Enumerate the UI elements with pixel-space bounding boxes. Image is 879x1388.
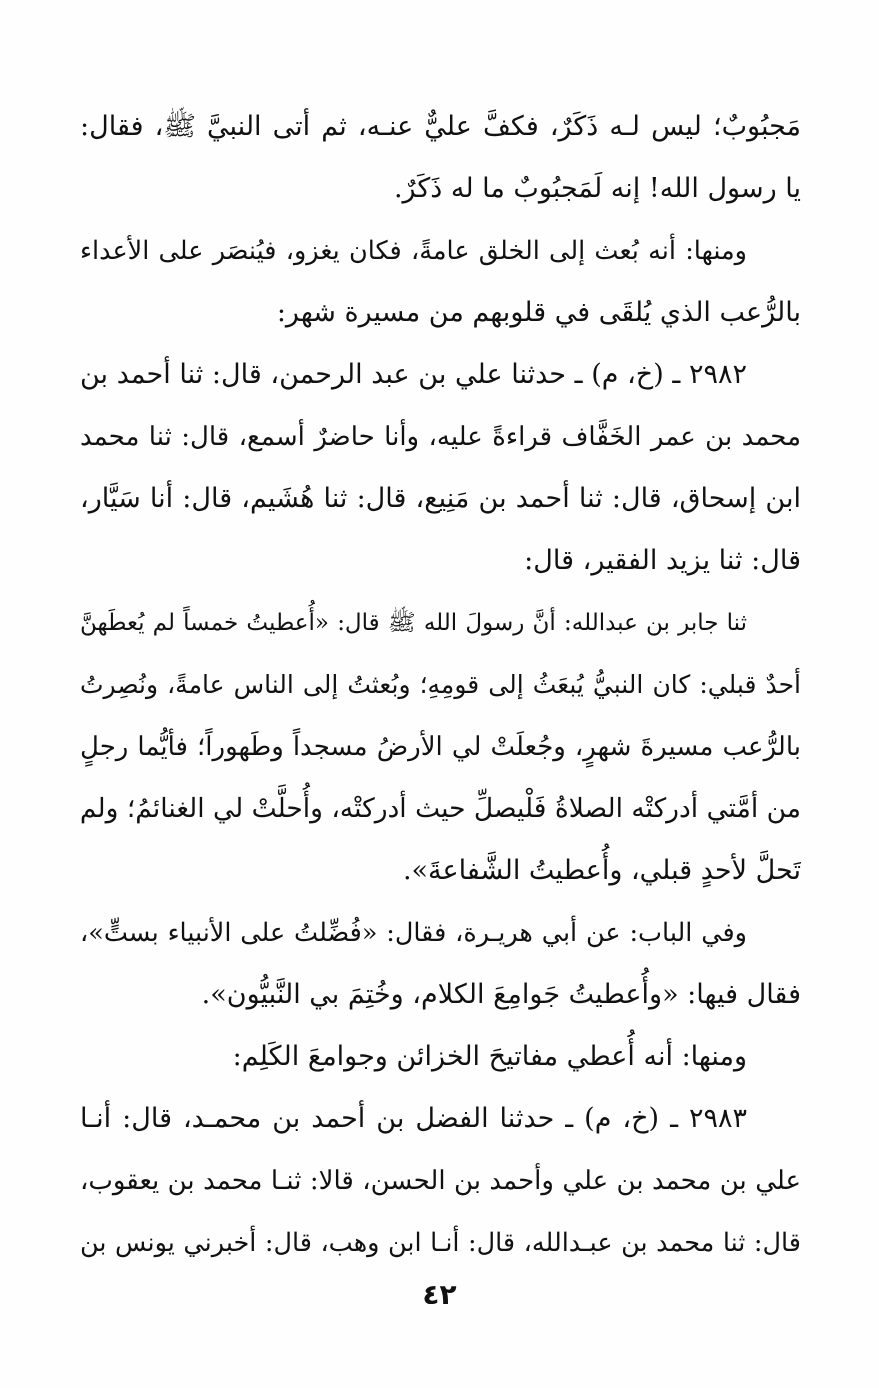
text-line-15: فقال فيها: «وأُعطيتُ جَوامِعَ الكلام، وخُتِمَ بي النَّبيُّون». — [201, 979, 801, 1010]
text-line-8: قال: ثنا يزيد الفقير، قال: — [524, 545, 801, 576]
text-line-6: محمد بن عمر الخَفَّاف قراءةً عليه، وأنا حاضرٌ أسمع، قال: ثنا محمد — [80, 422, 801, 452]
text-line-16: ومنها: أنه أُعطي مفاتيحَ الخزائن وجوامعَ الكَلِم: — [232, 1041, 747, 1072]
text-line-1: مَجبُوبٌ؛ ليس لـه ذَكَرٌ، فكفَّ عليٌّ عنـه، ثم أتى النبيَّ ﷺ، فقال: — [80, 111, 801, 142]
text-line-18: علي بن محمد بن علي وأحمد بن الحسن، قالا: ثنـا محمد بن يعقوب، — [80, 1166, 801, 1196]
text-line-13: تَحلَّ لأحدٍ قبلي، وأُعطيتُ الشَّفاعةَ». — [402, 855, 801, 886]
text-line-3: ومنها: أنه بُعث إلى الخلق عامةً، فكان يغزو، فيُنصَر على الأعداء — [80, 236, 747, 266]
text-line-2: يا رسول الله! إنه لَمَجبُوبٌ ما له ذَكَرٌ. — [393, 173, 801, 204]
text-line-12: من أمَّتي أدركتْه الصلاةُ فَلْيصلِّ حيث أدركتْه، وأُحلَّتْ لي الغنائمُ؛ ولم — [80, 793, 801, 824]
hadith-2983-heading-line: ٢٩٨٣ ـ (خ، م) ـ حدثنا الفضل بن أحمد بن محمـد، قال: أنـا — [80, 1103, 747, 1134]
hadith-2982-heading-line: ٢٩٨٢ ـ (خ، م) ـ حدثنا علي بن عبد الرحمن، قال: ثنا أحمد بن — [80, 359, 747, 390]
text-line-4: بالرُّعب الذي يُلقَى في قلوبهم من مسيرة شهر: — [276, 297, 801, 328]
page-body-text — [80, 96, 801, 1274]
text-line-19: قال: ثنا محمد بن عبـدالله، قال: أنـا ابن وهب، قال: أخبرني يونس بن — [80, 1228, 801, 1258]
text-line-7: ابن إسحاق، قال: ثنا أحمد بن مَنِيع، قال: ثنا هُشَيم، قال: أنا سَيَّار، — [80, 483, 801, 514]
text-line-9: ثنا جابر بن عبدالله: أنَّ رسولَ الله ﷺ قال: «أُعطيتُ خمساً لم يُعطَهنَّ — [80, 610, 747, 636]
page-number: ٤٢ — [422, 1278, 457, 1311]
text-line-14: وفي الباب: عن أبي هريـرة، فقال: «فُضِّلتُ على الأنبياء بستٍّ»، — [80, 918, 747, 948]
text-line-11: بالرُّعب مسيرةَ شهرٍ، وجُعلَتْ لي الأرضُ مسجداً وطَهوراً؛ فأيُّما رجلٍ — [80, 732, 801, 762]
text-line-10: أحدٌ قبلي: كان النبيُّ يُبعَثُ إلى قومِهِ؛ وبُعثتُ إلى الناس عامةً، ونُصِرتُ — [80, 670, 801, 699]
